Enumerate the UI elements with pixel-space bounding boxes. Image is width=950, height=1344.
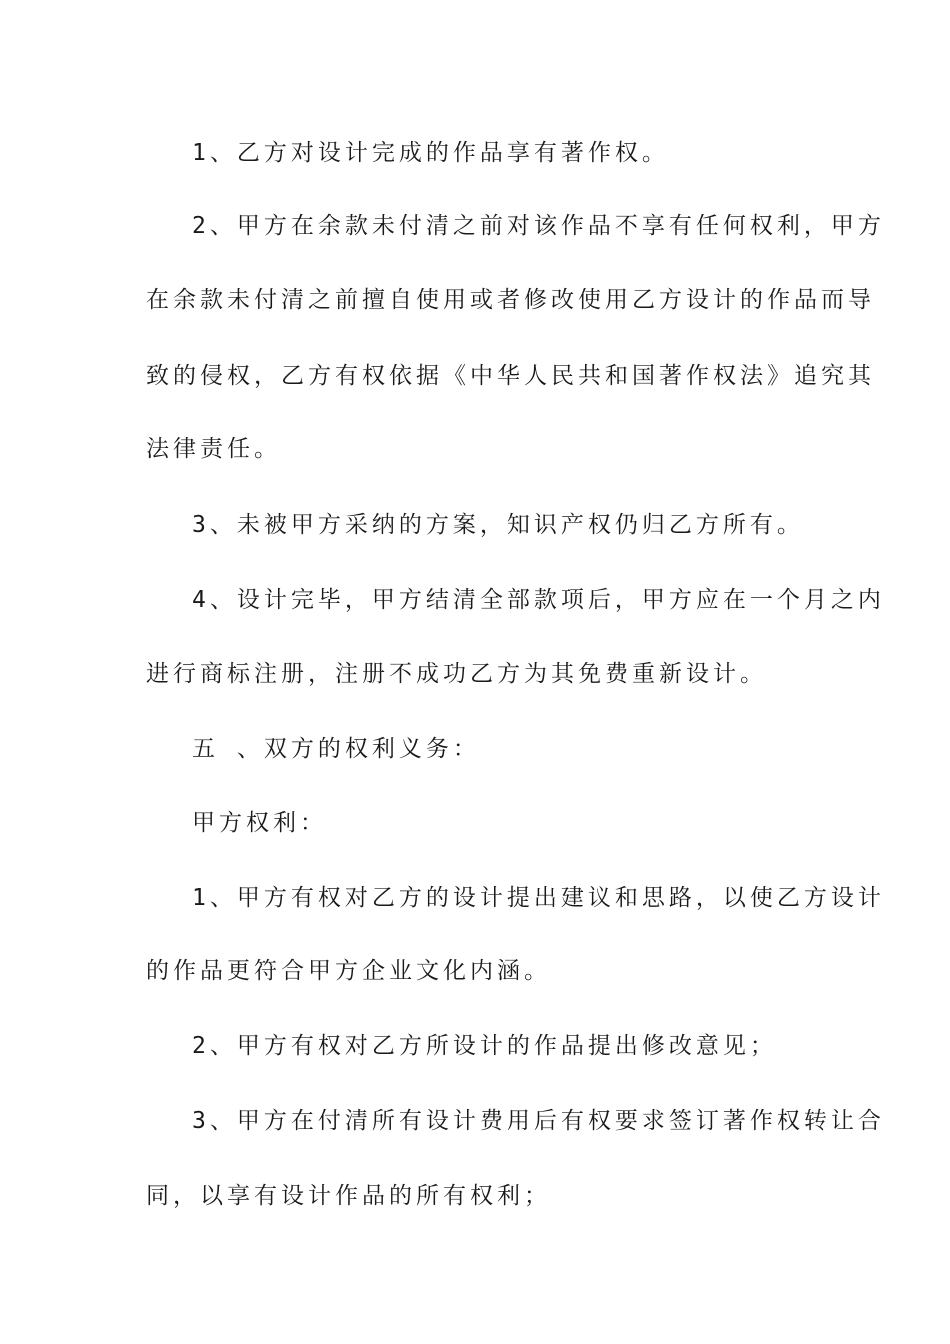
paragraph-line: 4、设计完毕，甲方结清全部款项后，甲方应在一个月之内	[192, 587, 885, 613]
paragraph-line: 进行商标注册，注册不成功乙方为其免费重新设计。	[146, 661, 767, 687]
paragraph-line: 的作品更符合甲方企业文化内涵。	[146, 958, 551, 984]
paragraph-line: 3、甲方在付清所有设计费用后有权要求签订著作权转让合	[192, 1108, 885, 1134]
paragraph-line: 在余款未付清之前擅自使用或者修改使用乙方设计的作品而导	[146, 287, 875, 313]
paragraph-line: 2、甲方在余款未付清之前对该作品不享有任何权利，甲方	[192, 213, 885, 239]
paragraph-line: 致的侵权，乙方有权依据《中华人民共和国著作权法》追究其	[146, 363, 875, 389]
paragraph-line: 法律责任。	[146, 436, 281, 462]
subsection-heading: 甲方权利：	[192, 810, 327, 836]
paragraph-line: 1、甲方有权对乙方的设计提出建议和思路，以使乙方设计	[192, 885, 885, 911]
paragraph-line: 1、乙方对设计完成的作品享有著作权。	[192, 140, 669, 166]
section-heading: 五 、双方的权利义务：	[192, 736, 480, 762]
paragraph-line: 3、未被甲方采纳的方案，知识产权仍归乙方所有。	[192, 512, 804, 538]
paragraph-line: 2、甲方有权对乙方所设计的作品提出修改意见；	[192, 1033, 777, 1059]
paragraph-line: 同，以享有设计作品的所有权利；	[146, 1183, 551, 1209]
